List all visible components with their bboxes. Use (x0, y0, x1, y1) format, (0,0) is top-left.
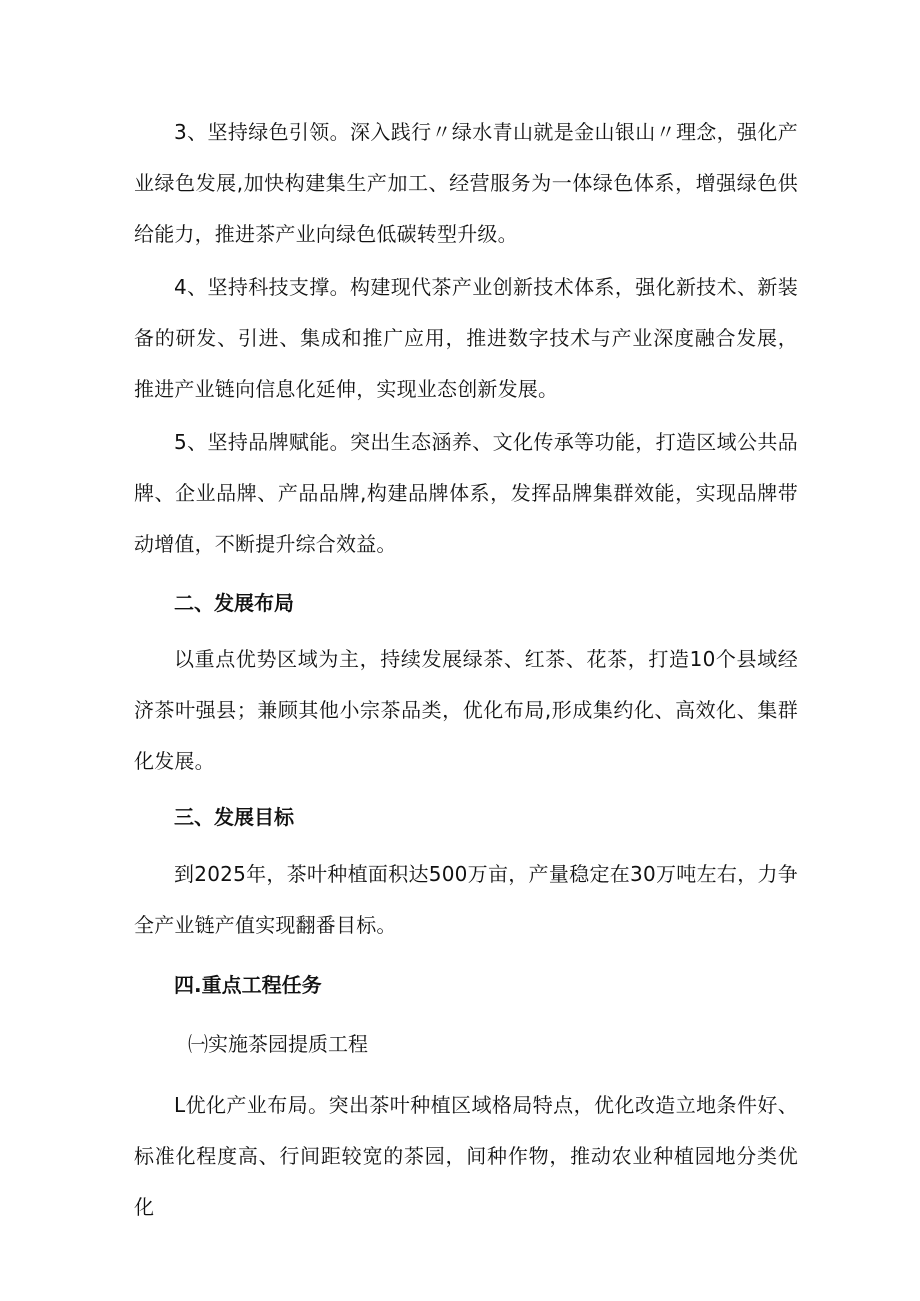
paragraph-tech-support: 4、坚持科技支撑。构建现代茶产业创新技术体系，强化新技术、新装备的研发、引进、集成和推广应用，推进数字技术与产业深度融合发展，推进产业链向信息化延伸，实现业态创新发展。 (134, 275, 798, 401)
heading-development-goals: 三、发展目标 (174, 805, 294, 829)
subheading-tea-garden-upgrade: ㈠实施茶园提质工程 (188, 1032, 368, 1056)
paragraph-optimize-layout: L优化产业布局。突出茶叶种植区域格局特点，优化改造立地条件好、标准化程度高、行间距较宽的茶园，间种作物，推动农业种植园地分类优化 (134, 1093, 798, 1219)
paragraph-brand-empowerment: 5、坚持品牌赋能。突出生态涵养、文化传承等功能，打造区域公共品牌、企业品牌、产品品牌,构建品牌体系，发挥品牌集群效能，实现品牌带动增值，不断提升综合效益。 (134, 430, 798, 556)
paragraph-development-goals: 到2025年，茶叶种植面积达500万亩，产量稳定在30万吨左右，力争全产业链产值实现翻番目标。 (134, 862, 798, 937)
heading-development-layout: 二、发展布局 (174, 591, 294, 615)
paragraph-green-leadership: 3、坚持绿色引领。深入践行〃绿水青山就是金山银山〃理念，强化产业绿色发展,加快构建集生产加工、经营服务为一体绿色体系，增强绿色供给能力，推进茶产业向绿色低碳转型升级。 (134, 120, 798, 246)
heading-key-projects: 四.重点工程任务 (174, 973, 322, 997)
paragraph-development-layout: 以重点优势区域为主，持续发展绿茶、红茶、花茶，打造10个县域经济茶叶强县；兼顾其他小宗茶品类，优化布局,形成集约化、高效化、集群化发展。 (134, 647, 798, 773)
